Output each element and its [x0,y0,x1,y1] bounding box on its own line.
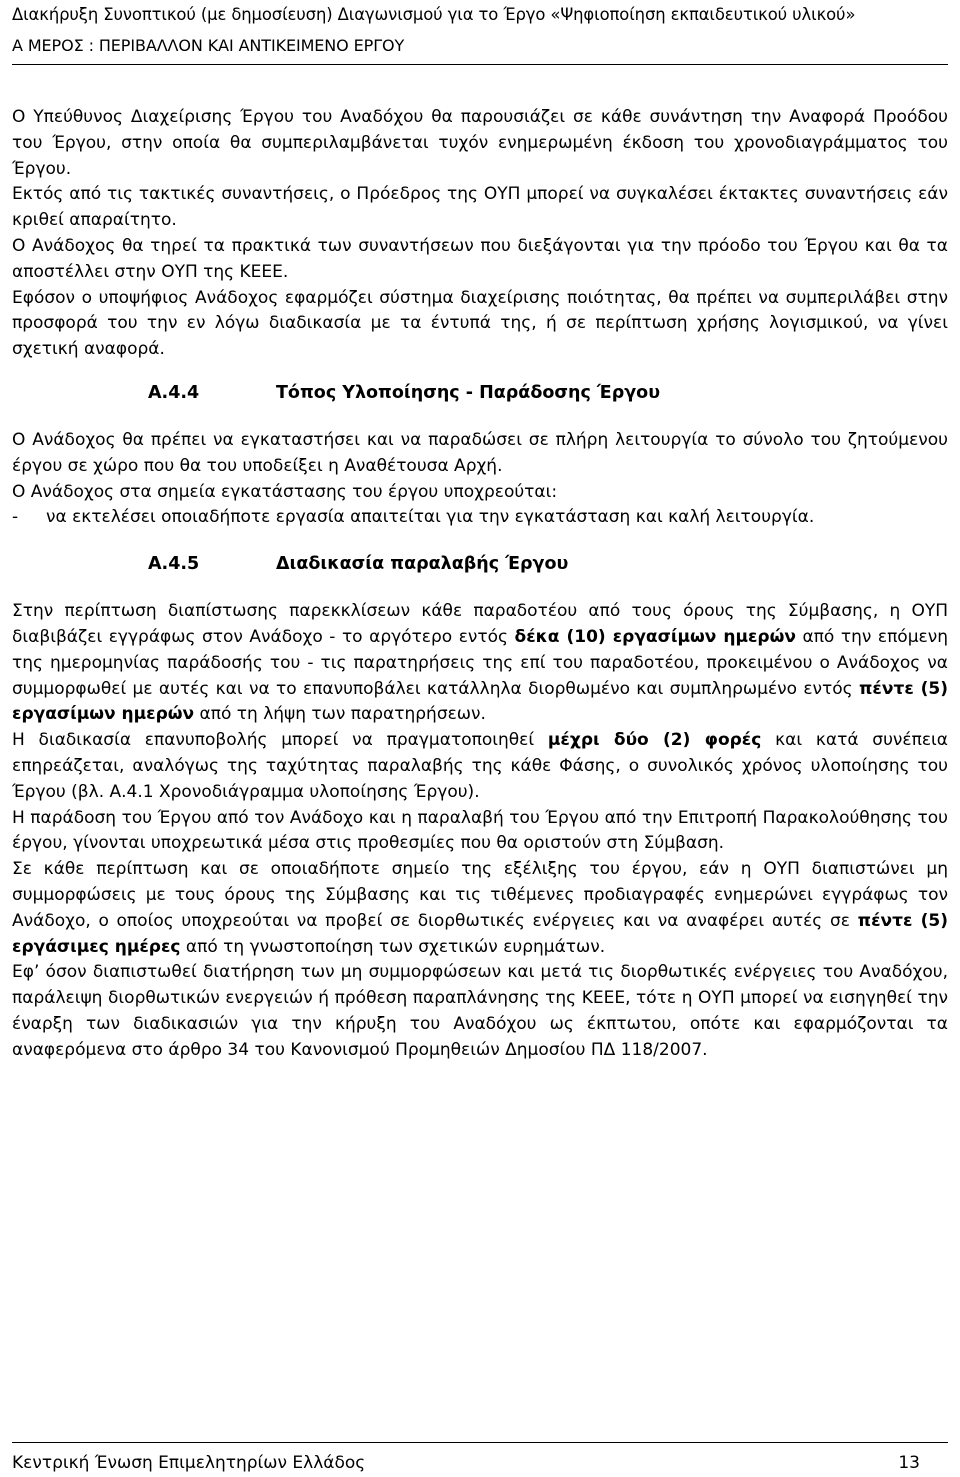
list-item-text: να εκτελέσει οποιαδήποτε εργασία απαιτείται για την εγκατάσταση και καλή λειτουργία. [46,507,815,528]
paragraph: Εκτός από τις τακτικές συναντήσεις, ο Πρόεδρος της ΟΥΠ μπορεί να συγκαλέσει έκτακτες συναντήσεις εάν κριθεί απαραίτητο. [12,184,948,231]
paragraph: Εφόσον ο υποψήφιος Ανάδοχος εφαρμόζει σύστημα διαχείρισης ποιότητας, θα πρέπει να συμπεριλάβει στην προσφορά του την εν λόγω διαδικασία με τα έντυπά της, ή σε περίπτωση χρήσης λογισμικού, να γίνει σχετική αναφορά. [12,287,948,360]
bold-text: μέχρι δύο (2) φορές [547,730,762,751]
text-run: από την επόμενη της ημερομηνίας παράδοσής του - τις παρατηρήσεις της επί του παραδοτέου, προκειμένου ο Ανάδοχος να συμμορφωθεί με αυτές και να το επανυποβάλει κατάλληλα διορθωμένο και συμπληρωμένο εντός [12,626,948,699]
paragraph [12,599,948,728]
paragraph: Η παράδοση του Έργου από τον Ανάδοχο και η παραλαβή του Έργου από την Επιτροπή Παρακολούθησης του έργου, γίνονται υποχρεωτικά μέσα στις προθεσμίες που θα οριστούν στη Σύμβαση. [12,807,948,854]
bold-text: πέντε (5) εργασίμων ημερών [12,678,948,725]
page-footer [12,1450,948,1476]
footer-organization: Κεντρική Ένωση Επιμελητηρίων Ελλάδος [12,1453,366,1473]
section-number: Α.4.5 [148,554,200,575]
paragraph [12,857,948,960]
section-title: Τόπος Υλοποίησης - Παράδοσης Έργου [276,382,661,403]
bold-text: πέντε (5) εργάσιμες ημέρες [12,910,948,957]
list-item [12,505,948,531]
text-run: Στην περίπτωση διαπίστωσης παρεκκλίσεων κάθε παραδοτέου από τους όρους της Σύμβασης, η ΟΥΠ διαβιβάζει εγγράφως στον Ανάδοχο - το αργότερο εντός [12,601,948,647]
section-heading-a45 [12,551,948,577]
footer-divider [12,1442,948,1443]
paragraph: Ο Υπεύθυνος Διαχείρισης Έργου του Αναδόχου θα παρουσιάζει σε κάθε συνάντηση την Αναφορά Προόδου του Έργου, στην οποία θα συμπεριλαμβάνεται τυχόν ενημερωμένη έκδοση του χρονοδιαγράμματος του Έργου. [12,107,948,179]
bold-text: δέκα (10) εργασίμων ημερών [514,626,796,647]
paragraph: Ο Ανάδοχος θα πρέπει να εγκαταστήσει και να παραδώσει σε πλήρη λειτουργία το σύνολο του ζητούμενου έργου σε χώρο που θα του υποδείξει η Αναθέτουσα Αρχή. [12,429,948,476]
text-run: Σε κάθε περίπτωση και σε οποιαδήποτε σημείο της εξέλιξης του έργου, εάν η ΟΥΠ διαπιστώνει μη συμμορφώσεις με τους όρους της Σύμβασης και τις τιθέμενες προδιαγραφές ενημερώνει εγγράφως τον Ανάδοχο, ο οποίος υποχρεούται να προβεί σε διορθωτικές ενέργειες και να αναφέρει αυτές σε [12,859,948,931]
document-title: Διακήρυξη Συνοπτικού (με δημοσίευση) Διαγωνισμού για το Έργο «Ψηφιοποίηση εκπαιδευτικού υλικού» [12,5,856,24]
page-number: 13 [898,1453,920,1473]
text-run: από τη γνωστοποίηση των σχετικών ευρημάτων. [180,936,606,957]
text-run: και κατά συνέπεια επηρεάζεται, αναλόγως της ταχύτητας παραλαβής της κάθε Φάσης, ο συνολικός χρόνος υλοποίησης του Έργου (βλ. Α.4.1 Χρονοδιάγραμμα υλοποίησης Έργου). [12,730,948,802]
section-heading-a44 [12,380,948,406]
paragraph: Ο Ανάδοχος θα τηρεί τα πρακτικά των συναντήσεων που διεξάγονται για την πρόοδο του Έργου και θα τα αποστέλλει στην ΟΥΠ της ΚΕΕΕ. [12,235,948,282]
list-dash: - [12,507,19,528]
document-body [12,105,948,1064]
paragraph: Εφ’ όσον διαπιστωθεί διατήρηση των μη συμμορφώσεων και μετά τις διορθωτικές ενέργειες του Αναδόχου, παράλειψη διορθωτικών ενεργειών ή πρόθεση παραπλάνησης της ΚΕΕΕ, τότε η ΟΥΠ μπορεί να εισηγηθεί την έναρξη των διαδικασιών για την κήρυξη του Αναδόχου ως έκπτωτου, οπότε και εφαρμόζονται τα αναφερόμενα στο άρθρο 34 του Κανονισμού Προμηθειών Δημοσίου ΠΔ 118/2007. [12,962,948,1060]
section-number: Α.4.4 [148,382,200,403]
paragraph [12,728,948,805]
section-label: Α ΜΕΡΟΣ : ΠΕΡΙΒΑΛΛΟΝ ΚΑΙ ΑΝΤΙΚΕΙΜΕΝΟ ΕΡΓΟΥ [12,36,405,55]
page-header [12,0,948,58]
text-run: από τη λήψη των παρατηρήσεων. [194,704,486,725]
paragraph: Ο Ανάδοχος στα σημεία εγκατάστασης του έργου υποχρεούται: [12,481,558,502]
section-title: Διαδικασία παραλαβής Έργου [276,554,569,575]
text-run: Η διαδικασία επανυποβολής μπορεί να πραγματοποιηθεί [12,730,548,751]
header-divider [12,64,948,65]
